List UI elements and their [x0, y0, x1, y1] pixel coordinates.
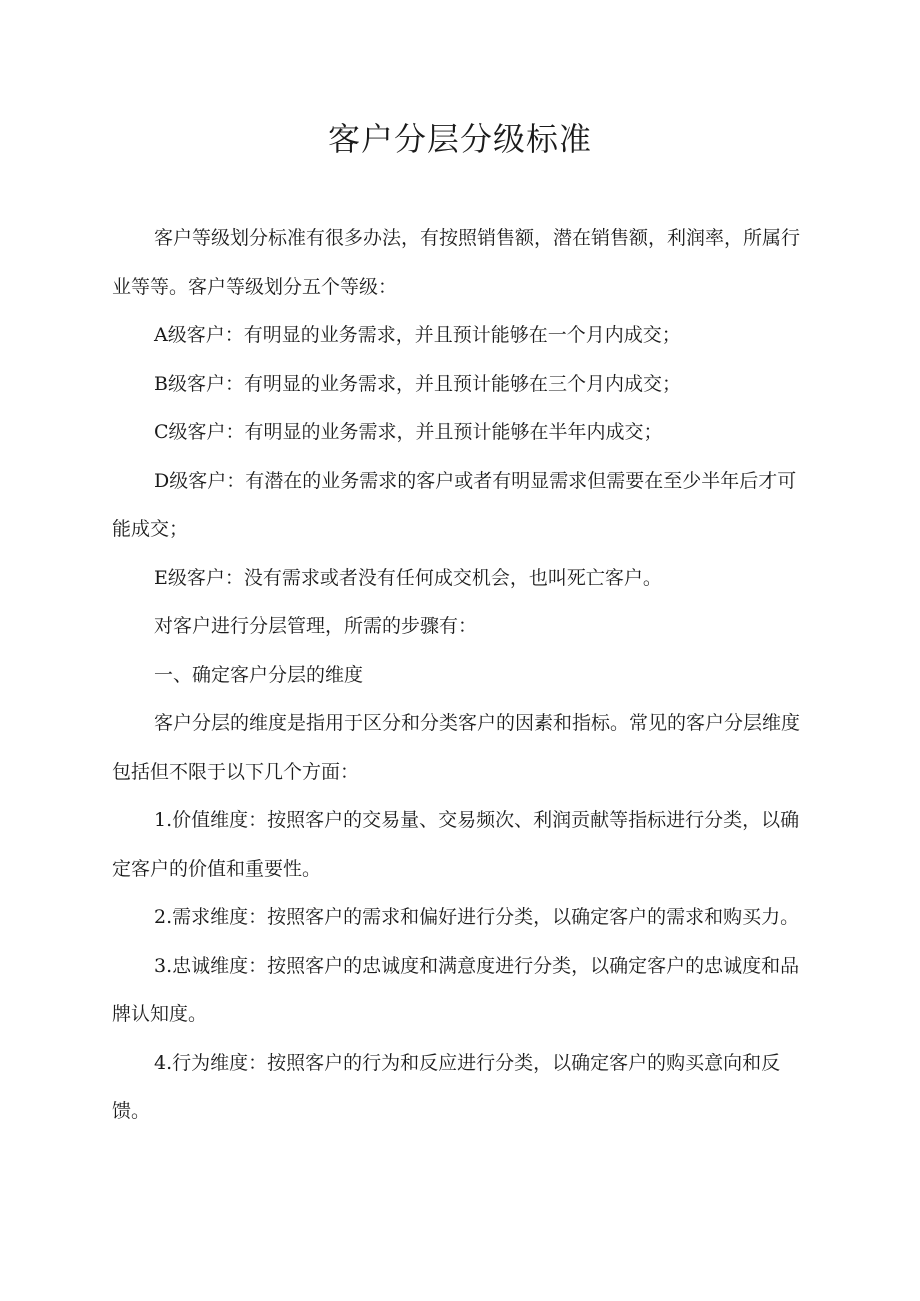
paragraph-grade-c: C级客户：有明显的业务需求，并且预计能够在半年内成交； [154, 421, 663, 443]
paragraph-dimensions: 客户分层的维度是指用于区分和分类客户的因素和指标。常见的客户分层维度包括但不限于以下几个方面： [112, 712, 801, 783]
paragraph-grade-d: D级客户：有潜在的业务需求的客户或者有明显需求但需要在至少半年后才可能成交； [112, 469, 797, 540]
paragraph-grade-a: A级客户：有明显的业务需求，并且预计能够在一个月内成交； [154, 324, 681, 346]
paragraph-steps-intro: 对客户进行分层管理，所需的步骤有： [154, 615, 478, 637]
document-title: 客户分层分级标准 [327, 120, 592, 158]
paragraph-grade-b: B级客户：有明显的业务需求，并且预计能够在三个月内成交； [154, 372, 681, 395]
paragraph-grade-e: E级客户：没有需求或者没有任何成交机会，也叫死亡客户。 [154, 566, 662, 589]
list-item-demand: 2.需求维度：按照客户的需求和偏好进行分类，以确定客户的需求和购买力。 [154, 906, 800, 928]
list-item-behavior: 4.行为维度：按照客户的行为和反应进行分类，以确定客户的购买意向和反馈。 [112, 1051, 781, 1122]
list-item-value: 1.价值维度：按照客户的交易量、交易频次、利润贡献等指标进行分类，以确定客户的价值和重要性。 [112, 809, 800, 880]
paragraph-intro: 客户等级划分标准有很多办法，有按照销售额，潜在销售额，利润率，所属行业等等。客户等级划分五个等级： [112, 227, 801, 298]
document-body [112, 214, 808, 1136]
list-item-loyalty: 3.忠诚维度：按照客户的忠诚度和满意度进行分类，以确定客户的忠诚度和品牌认知度。 [112, 954, 800, 1025]
section-heading-1: 一、确定客户分层的维度 [154, 663, 364, 686]
